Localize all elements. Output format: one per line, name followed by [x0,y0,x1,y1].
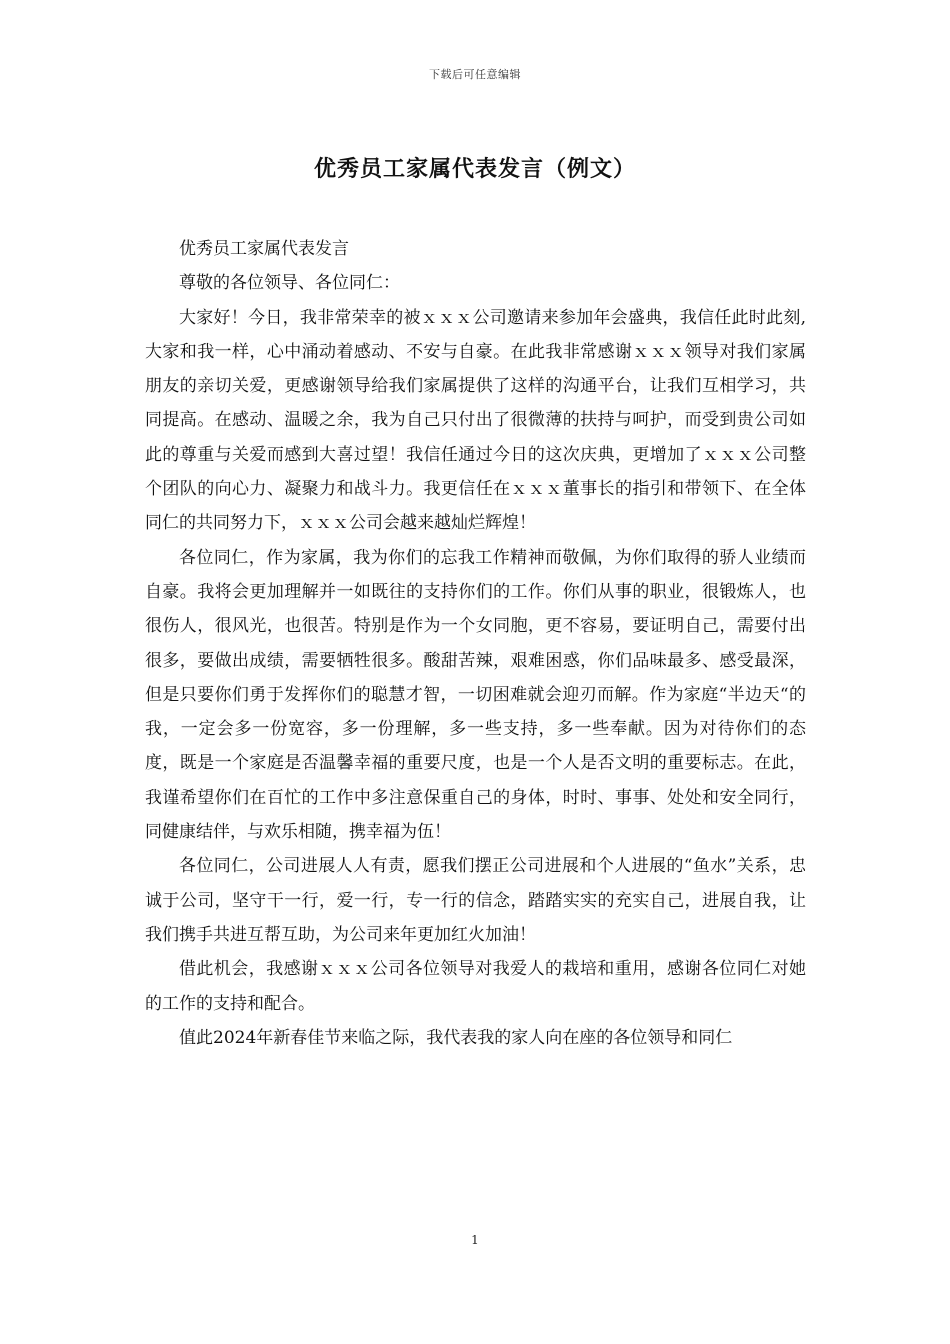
paragraph-salutation: 尊敬的各位领导、各位同仁： [179,273,400,294]
document-body [145,232,806,1055]
paragraph-responsibility: 各位同仁，公司进展人人有责，愿我们摆正公司进展和个人进展的“鱼水”关系，忠诚于公司，坚守干一行，爱一行，专一行的信念，踏踏实实的充实自己，进展自我，让我们携手共进互帮互助，为公司来年更加红火加油！ [145,856,806,945]
paragraph-thanks: 借此机会，我感谢ｘｘｘ公司各位领导对我爱人的栽培和重用，感谢各位同仁对她的工作的支持和配合。 [145,959,806,1014]
paragraph-greeting: 大家好！今日，我非常荣幸的被ｘｘｘ公司邀请来参加年会盛典，我信任此时此刻,大家和我一样，心中涌动着感动、不安与自豪。在此我非常感谢ｘｘｘ领导对我们家属朋友的亲切关爱，更感谢领导给我们家属提供了这样的沟通平台，让我们互相学习，共同提高。在感动、温暖之余，我为自己只付出了很微薄的扶持与呵护，而受到贵公司如此的尊重与关爱而感到大喜过望！我信任通过今日的这次庆典，更增加了ｘｘｘ公司整个团队的向心力、凝聚力和战斗力。我更信任在ｘｘｘ董事长的指引和带领下、在全体同仁的共同努力下，ｘｘｘ公司会越来越灿烂辉煌！ [145,307,806,534]
page-header-note: 下载后可任意编辑 [429,68,521,81]
paragraph-new-year: 值此2024年新春佳节来临之际，我代表我的家人向在座的各位领导和同仁 [179,1027,733,1048]
document-title: 优秀员工家属代表发言（例文） [313,156,636,182]
paragraph-support: 各位同仁，作为家属，我为你们的忘我工作精神而敬佩，为你们取得的骄人业绩而自豪。我将会更加理解并一如既往的支持你们的工作。你们从事的职业，很锻炼人，也很伤人，很风光，也很苦。特别是作为一个女同胞，更不容易，要证明自己，需要付出很多，要做出成绩，需要牺牲很多。酸甜苦辣，艰难困惑，你们品味最多、感受最深，但是只要你们勇于发挥你们的聪慧才智，一切困难就会迎刃而解。作为家庭“半边天“的我，一定会多一份宽容，多一份理解，多一些支持，多一些奉献。因为对待你们的态度，既是一个家庭是否温馨幸福的重要尺度，也是一个人是否文明的重要标志。在此，我谨希望你们在百忙的工作中多注意保重自己的身体，时时、事事、处处和安全同行，同健康结伴，与欢乐相随，携幸福为伍！ [145,547,806,843]
paragraph-subtitle: 优秀员工家属代表发言 [179,239,349,259]
page-number: 1 [471,1233,479,1247]
